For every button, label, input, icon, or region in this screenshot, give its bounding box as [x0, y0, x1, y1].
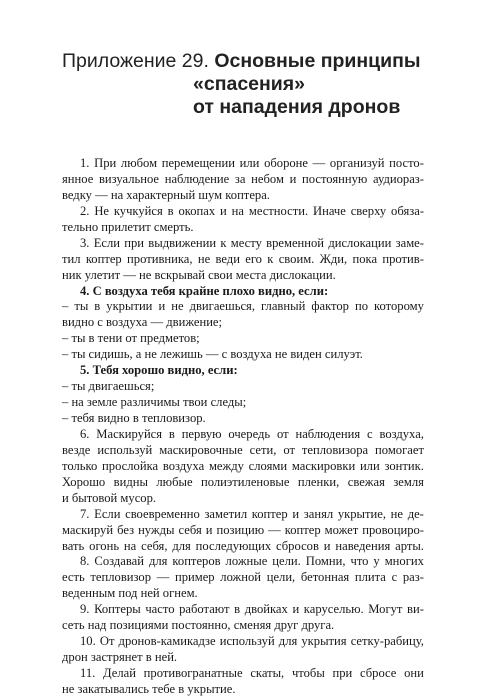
word: и — [289, 171, 297, 186]
body-line — [62, 554, 424, 570]
word: за — [234, 171, 246, 186]
word: что — [350, 554, 369, 569]
word: первую — [181, 426, 222, 441]
word: противогранатные — [143, 666, 243, 680]
word: 9. — [80, 602, 90, 617]
word: воздуха — [162, 458, 205, 473]
word: и — [220, 203, 227, 218]
word: полиэтиленовые — [201, 474, 290, 489]
word: фактор — [311, 299, 349, 314]
word: Коптеры — [94, 602, 141, 617]
word: 10. — [80, 634, 96, 649]
word: провоциро- — [362, 522, 424, 537]
word: наблюдение — [164, 171, 230, 186]
word: очередь — [228, 426, 271, 441]
word: 3. — [80, 235, 90, 250]
word: свежая — [347, 474, 385, 489]
word: заметил — [204, 506, 248, 521]
word: своевременно — [125, 506, 200, 521]
word: плита — [354, 570, 386, 585]
word: с — [391, 570, 398, 585]
word: без — [117, 522, 135, 537]
word: и — [323, 538, 331, 553]
body-line — [62, 523, 424, 539]
word: любые — [156, 474, 193, 489]
word: сверху — [350, 203, 387, 218]
word: цели, — [266, 570, 296, 585]
word: Помни, — [305, 554, 346, 569]
word: или — [359, 458, 380, 473]
word: коптер — [251, 506, 288, 521]
body-line: видно с воздуха — движение; — [62, 315, 223, 330]
word: ты — [74, 299, 89, 314]
body-line: – тебя видно в тепловизор. — [62, 411, 206, 425]
word: любом — [120, 156, 158, 170]
word: тепловизор — [90, 570, 152, 585]
word: в — [167, 203, 174, 218]
word: веди — [215, 251, 240, 266]
word: постоянную — [302, 171, 368, 186]
word: визуальное — [98, 171, 160, 186]
word: посто- — [389, 156, 424, 170]
word: укрытие, — [337, 506, 386, 521]
word: многих — [384, 554, 424, 569]
word: коптеров — [172, 554, 221, 569]
word: маскировочные — [159, 442, 243, 457]
body-line: не закатывались тебе в укрытие. — [62, 681, 236, 696]
word: укрытии — [106, 299, 153, 314]
word: пока — [352, 251, 378, 266]
word: чтобы — [291, 666, 325, 680]
word: между — [208, 458, 244, 473]
word: маскируй — [62, 522, 114, 537]
word: 11. — [80, 666, 96, 680]
word: которому — [374, 299, 424, 314]
appendix-title-line-3: от нападения дронов — [193, 96, 401, 118]
word: для — [148, 554, 168, 569]
word: ложные — [225, 554, 268, 569]
word: и — [292, 602, 300, 617]
word: сетку-рабицу, — [350, 634, 424, 649]
word: Если — [94, 506, 121, 521]
body-line: тельно прилетит смерть. — [62, 219, 194, 234]
word: организуй — [329, 156, 385, 170]
body-line — [62, 156, 424, 172]
body-line — [62, 459, 424, 475]
word: есть — [62, 570, 85, 585]
word: только — [62, 458, 98, 473]
word: работают — [179, 602, 230, 617]
word: его — [245, 251, 262, 266]
word: земля — [393, 474, 424, 489]
word: наблюдения — [295, 426, 361, 441]
word: последующих — [195, 538, 272, 553]
word: двойках — [244, 602, 288, 617]
word: пленки, — [297, 474, 340, 489]
word: янное — [62, 171, 94, 186]
word: не — [390, 506, 404, 521]
word: при — [124, 235, 145, 250]
body-line: – ты сидишь, а не лежишь — с воздуха не виден силуэт. — [62, 347, 363, 362]
word: выдвижении — [148, 235, 217, 250]
body-line — [62, 539, 424, 555]
appendix-body — [62, 156, 424, 698]
word: противника, — [127, 251, 193, 266]
body-line — [62, 236, 424, 252]
word: пример — [174, 570, 215, 585]
word: каруселью. — [303, 602, 364, 617]
word: Хорошо — [62, 474, 106, 489]
word: Маскируйся — [96, 426, 163, 441]
body-line — [62, 427, 424, 443]
word: кучкуйся — [113, 203, 163, 218]
word: у — [373, 554, 380, 569]
word: перемещении — [161, 156, 235, 170]
word: ви- — [407, 602, 424, 617]
word: от — [283, 442, 295, 457]
word: прослойка — [102, 458, 159, 473]
word: Иначе — [313, 203, 346, 218]
word: бетонная — [300, 570, 350, 585]
word: От — [99, 634, 115, 649]
word: главный — [261, 299, 306, 314]
word: 7. — [80, 506, 90, 521]
word: в — [234, 602, 241, 617]
word: дронов-камикадзе — [118, 634, 216, 649]
body-line: 4. С воздуха тебя крайне плохо видно, если: — [80, 283, 329, 298]
word: аудиораз- — [373, 171, 424, 186]
body-line: – на земле различимы твои следы; — [62, 395, 247, 410]
word: — — [312, 156, 326, 170]
word: Создавай — [94, 554, 144, 569]
word: — — [268, 522, 281, 537]
word: укрытия — [301, 634, 347, 649]
word: себя — [178, 522, 202, 537]
word: не — [197, 251, 211, 266]
word: Могут — [368, 602, 403, 617]
body-line — [62, 602, 424, 618]
word: используй — [97, 442, 153, 457]
word: себя, — [141, 538, 168, 553]
word: окопах — [178, 203, 216, 218]
word: для — [172, 538, 191, 553]
appendix-title-line-1: Основные принципы — [214, 50, 421, 72]
body-line — [62, 172, 424, 188]
word: маскировки — [291, 458, 356, 473]
word: временной — [266, 235, 325, 250]
word: или — [239, 156, 260, 170]
word: заме- — [395, 235, 424, 250]
word: может — [324, 522, 359, 537]
body-line — [62, 443, 424, 459]
word: ложной — [220, 570, 262, 585]
word: коптер — [85, 251, 122, 266]
body-line — [62, 204, 424, 220]
appendix-number: Приложение 29. — [62, 50, 209, 72]
body-line: – ты в тени от предметов; — [62, 331, 200, 346]
word: нужды — [138, 522, 175, 537]
heading-line-1 — [62, 50, 462, 73]
word: часто — [145, 602, 175, 617]
word: по — [354, 299, 369, 314]
word: 1. — [80, 156, 90, 170]
word: и — [292, 506, 300, 521]
word: видны — [113, 474, 148, 489]
word: местности. — [248, 203, 309, 218]
word: цели. — [272, 554, 301, 569]
word: Жди, — [319, 251, 348, 266]
word: — — [156, 570, 170, 585]
word: позицию — [216, 522, 265, 537]
word: и — [205, 522, 213, 537]
body-line: ник улетит — не вскрывай свои места дислокации. — [62, 267, 336, 282]
appendix-title-line-2: «спасения» — [193, 73, 305, 95]
word: к — [267, 251, 274, 266]
body-line: дрон застрянет в ней. — [62, 650, 178, 665]
word: небом — [251, 171, 284, 186]
body-line: 5. Тебя хорошо видно, если: — [80, 363, 238, 378]
body-line — [62, 666, 424, 682]
word: на — [123, 538, 137, 553]
body-line: и бытовой мусор. — [62, 490, 157, 505]
word: раз- — [402, 570, 424, 585]
word: к — [220, 235, 227, 250]
body-line: ведку — на характерный шум коптера. — [62, 187, 270, 202]
word: от — [276, 426, 289, 441]
word: они — [404, 666, 424, 680]
word: не — [171, 299, 184, 314]
word: везде — [62, 442, 91, 457]
body-line — [62, 570, 424, 586]
word: де- — [407, 506, 424, 521]
word: обороне — [264, 156, 308, 170]
word: Делай — [103, 666, 136, 680]
appendix-heading — [62, 50, 462, 119]
body-line: – ты двигаешься; — [62, 379, 155, 394]
word: обяза- — [391, 203, 424, 218]
word: используй — [219, 634, 275, 649]
word: огонь — [89, 538, 120, 553]
word: помогает — [375, 442, 424, 457]
word: 2. — [80, 203, 90, 218]
word: 6. — [80, 426, 90, 441]
word: вать — [62, 538, 85, 553]
word: сети, — [249, 442, 277, 457]
body-line — [62, 507, 424, 523]
word: дислокации — [328, 235, 392, 250]
word: сбросов — [276, 538, 319, 553]
word: коптер — [284, 522, 321, 537]
body-line — [62, 252, 424, 268]
word: При — [94, 156, 117, 170]
word: тепловизора — [301, 442, 369, 457]
word: слоями — [248, 458, 288, 473]
word: при — [332, 666, 353, 680]
word: скаты, — [250, 666, 285, 680]
word: в — [168, 426, 175, 441]
word: на — [231, 203, 244, 218]
word: 8. — [80, 554, 90, 569]
word: – — [62, 299, 69, 314]
word: с — [367, 426, 373, 441]
word: наведения — [335, 538, 391, 553]
word: воздуха, — [379, 426, 424, 441]
body-line — [62, 475, 424, 491]
word: сбросе — [360, 666, 397, 680]
word: арты. — [395, 538, 424, 553]
word: против- — [382, 251, 424, 266]
word: занял — [303, 506, 334, 521]
word: Если — [93, 235, 121, 250]
body-line: сеть над позициями постоянно, сменяя друг друга. — [62, 618, 335, 633]
word: зонтик. — [384, 458, 424, 473]
body-line — [62, 299, 424, 315]
word: тил — [62, 251, 81, 266]
word: для — [278, 634, 298, 649]
body-line: веденным под ней огнем. — [62, 586, 198, 601]
word: Не — [94, 203, 109, 218]
word: своим. — [278, 251, 315, 266]
body-line — [62, 634, 424, 650]
word: и — [158, 299, 166, 314]
word: месту — [230, 235, 262, 250]
word: двигаешься, — [189, 299, 255, 314]
word: в — [94, 299, 101, 314]
